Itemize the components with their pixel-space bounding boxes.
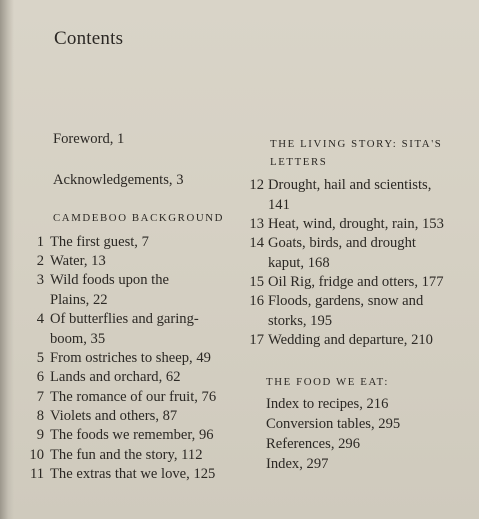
right-chapter-title: kaput, 168 <box>268 254 330 271</box>
left-chapter-title: From ostriches to sheep, 49 <box>50 350 211 366</box>
left-chapter-title: Plains, 22 <box>50 291 108 308</box>
left-chapter-number: 7 <box>36 389 44 405</box>
left-chapter-title: Of butterflies and garing- <box>50 311 199 327</box>
left-chapter-number: 3 <box>36 272 44 288</box>
left-chapter-title: boom, 35 <box>50 330 106 347</box>
left-chapter-number: 1 <box>36 234 44 250</box>
section-heading-food-we-eat: THE FOOD WE EAT: <box>266 376 389 388</box>
left-chapter-number: 6 <box>36 369 44 385</box>
left-chapter-number: 11 <box>29 466 44 482</box>
left-chapter-number: 10 <box>29 447 44 463</box>
left-chapter-number: 8 <box>36 408 44 424</box>
front-matter-foreword: Foreword, 1 <box>53 131 125 147</box>
right-chapter-number: 13 <box>249 216 264 232</box>
right-chapter-number: 17 <box>249 332 264 348</box>
section-heading-living-story-line2: LETTERS <box>270 156 328 168</box>
left-chapter-title: The first guest, 7 <box>50 234 149 250</box>
left-chapter-title: The fun and the story, 112 <box>50 447 203 463</box>
page-binding-shadow <box>0 0 14 519</box>
right-chapter-title: Floods, gardens, snow and <box>268 293 424 309</box>
back-matter-index: Index, 297 <box>266 456 329 472</box>
right-chapter-number: 16 <box>249 293 264 309</box>
right-chapter-title: 141 <box>268 196 290 213</box>
left-chapter-number: 4 <box>36 311 44 327</box>
left-chapter-title: The foods we remember, 96 <box>50 427 214 443</box>
left-chapter-number: 2 <box>36 253 44 269</box>
right-chapter-title: Heat, wind, drought, rain, 153 <box>268 216 444 232</box>
left-chapter-title: Wild foods upon the <box>50 272 169 288</box>
right-chapter-number: 14 <box>249 235 264 251</box>
left-chapter-title: The extras that we love, 125 <box>50 466 216 482</box>
left-chapter-title: Violets and others, 87 <box>50 408 178 424</box>
right-chapter-title: Wedding and departure, 210 <box>268 332 433 348</box>
back-matter-conversion-tables: Conversion tables, 295 <box>266 416 401 432</box>
right-chapter-title: Goats, birds, and drought <box>268 235 416 251</box>
right-chapter-number: 12 <box>249 177 264 193</box>
section-heading-living-story: THE LIVING STORY: SITA'S <box>270 138 443 150</box>
back-matter-index-to-recipes: Index to recipes, 216 <box>266 396 389 412</box>
left-chapter-title: Lands and orchard, 62 <box>50 369 181 385</box>
right-chapter-title: storks, 195 <box>268 312 333 329</box>
right-chapter-title: Drought, hail and scientists, <box>268 177 432 193</box>
section-heading-camdeboo: CAMDEBOO BACKGROUND <box>53 212 225 224</box>
page-title: Contents <box>54 28 124 49</box>
left-chapter-title: Water, 13 <box>50 253 106 269</box>
left-chapter-number: 9 <box>36 427 44 443</box>
front-matter-acknowledgements: Acknowledgements, 3 <box>53 172 184 188</box>
right-chapter-number: 15 <box>249 274 264 290</box>
left-chapter-title: The romance of our fruit, 76 <box>50 389 217 405</box>
right-chapter-title: Oil Rig, fridge and otters, 177 <box>268 274 444 290</box>
left-chapter-number: 5 <box>36 350 44 366</box>
back-matter-references: References, 296 <box>266 436 361 452</box>
